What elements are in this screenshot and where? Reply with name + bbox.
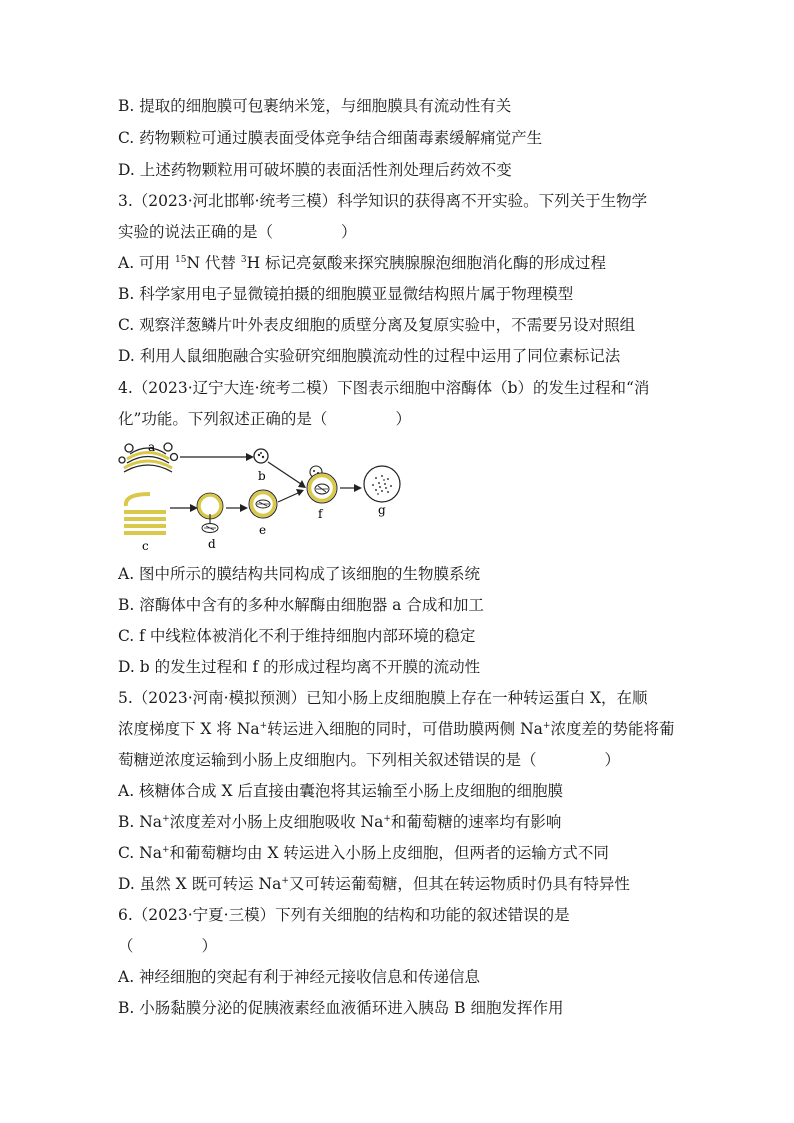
q5-c-t1: C. Na [118,844,162,862]
q4-option-d: D. b 的发生过程和 f 的形成过程均离不开膜的流动性 [118,658,481,676]
q5-stem-line-1: 5.（2023·河南·模拟预测）已知小肠上皮细胞膜上存在一种转运蛋白 X，在顺 [118,689,648,707]
q4-option-a: A. 图中所示的膜结构共同构成了该细胞的生物膜系统 [118,565,481,583]
arrowhead [246,453,254,461]
arrowhead [354,484,362,492]
forming-vesicle-d [197,493,223,533]
q5-b-t2: 浓度差对小肠上皮细胞吸收 Na [169,813,384,831]
arrowhead [296,489,304,496]
q5-b-t1: B. Na [118,813,163,831]
q5-option-a: A. 核糖体合成 X 后直接由囊泡将其运输至小肠上皮细胞的细胞膜 [118,782,563,800]
residual-body-g [364,466,400,502]
label-e: e [259,523,267,537]
label-f: f [318,507,323,521]
q3-option-b: B. 科学家用电子显微镜拍摄的细胞膜亚显微结构照片属于物理模型 [118,285,574,303]
q5-option-d [118,874,630,894]
q5-b-t3: 和葡萄糖的速率均有影响 [390,813,562,831]
q3-option-d: D. 利用人鼠细胞融合实验研究细胞膜流动性的过程中运用了同位素标记法 [118,347,621,365]
q5-d-t2: 又可转运葡萄糖，但其在转运物质时仍具有特异性 [288,875,630,893]
label-c: c [142,539,149,553]
q6-option-a: A. 神经细胞的突起有利于神经元接收信息和传递信息 [118,968,481,986]
endoplasmic-reticulum-c [124,494,166,533]
q2-option-d: D. 上述药物颗粒用可破坏膜的表面活性剂处理后药效不变 [118,161,512,179]
q4-stem-line-1: 4.（2023·辽宁大连·统考二模）下图表示细胞中溶酶体（b）的发生过程和“消 [118,379,650,397]
q4-stem-text: 化”功能。下列叙述正确的是（ [118,410,328,428]
q3-a-text-3: H 标记亮氨酸来探究胰腺腺泡细胞消化酶的形成过程 [246,254,607,272]
label-d: d [208,537,216,551]
q5-s2-t2: 转运进入细胞的同时，可借助膜两侧 Na [267,720,543,738]
q5-b-sup2: + [383,814,391,824]
q3-a-text-1: A. 可用 [118,254,175,272]
q6-stem-line-1: 6.（2023·宁夏·三模）下列有关细胞的结构和功能的叙述错误的是 [118,906,570,924]
q3-stem-line-1: 3.（2023·河北邯郸·统考三模）科学知识的获得离不开实验。下列关于生物学 [118,192,648,210]
q3-a-sup-15: 15 [174,255,187,265]
q5-b-sup1: + [162,814,170,824]
autophagosome-e [249,490,277,518]
autolysosome-f [307,466,337,503]
q2-option-c: C. 药物颗粒可通过膜表面受体竞争结合细菌毒素缓解痛觉产生 [118,129,543,147]
q5-stem-text: 萄糖逆浓度运输到小肠上皮细胞内。下列相关叙述错误的是（ [118,751,537,769]
q5-stem-close: ） [604,751,621,769]
arrow-e-to-f [278,493,298,502]
arrow-b-to-f [268,462,301,484]
lysosome-b [254,449,268,463]
q3-stem-line-2 [118,222,357,242]
label-g: g [378,503,386,517]
q5-s2-t3: 浓度差的势能将葡 [550,720,675,738]
q4-option-c: C. f 中线粒体被消化不利于维持细胞内部环境的稳定 [118,627,476,645]
q5-option-c [118,843,609,863]
q3-a-text-2: N 代替 [186,254,241,272]
arrowhead [298,480,306,488]
q5-stem-line-2 [118,719,674,739]
q2-option-b: B. 提取的细胞膜可包裹纳米笼，与细胞膜具有流动性有关 [118,97,512,115]
q4-stem-line-2 [118,409,411,429]
q5-s2-t1: 浓度梯度下 X 将 Na [118,720,260,738]
q5-stem-line-3 [118,750,620,770]
q4-stem-close: ） [395,410,411,428]
q6-option-b: B. 小肠黏膜分泌的促胰液素经血液循环进入胰岛 B 细胞发挥作用 [118,999,564,1017]
q5-d-sup: + [281,876,289,886]
lysosome-diagram [118,438,418,553]
q3-a-sup-3: 3 [240,255,247,265]
q6-stem-open: （ [118,937,134,955]
q3-option-c: C. 观察洋葱鳞片叶外表皮细胞的质壁分离及复原实验中，不需要另设对照组 [118,316,636,334]
q3-stem-text: 实验的说法正确的是（ [118,223,274,241]
q4-option-b: B. 溶酶体中含有的多种水解酶由细胞器 a 合成和加工 [118,596,484,614]
q6-stem-close: ） [201,937,218,955]
label-a: a [148,440,156,454]
q5-c-t2: 和葡萄糖均由 X 转运进入小肠上皮细胞，但两者的运输方式不同 [169,844,609,862]
q3-stem-close: ） [341,223,357,241]
q5-s2-sup2: + [542,721,551,731]
q5-option-b [118,812,561,832]
q5-d-t1: D. 虽然 X 既可转运 Na [118,875,282,893]
label-b: b [258,469,266,483]
q3-option-a [118,253,606,273]
arrowhead [240,504,248,512]
q6-stem-line-2 [118,936,217,956]
q5-c-sup: + [161,845,170,855]
q5-s2-sup1: + [259,721,268,731]
